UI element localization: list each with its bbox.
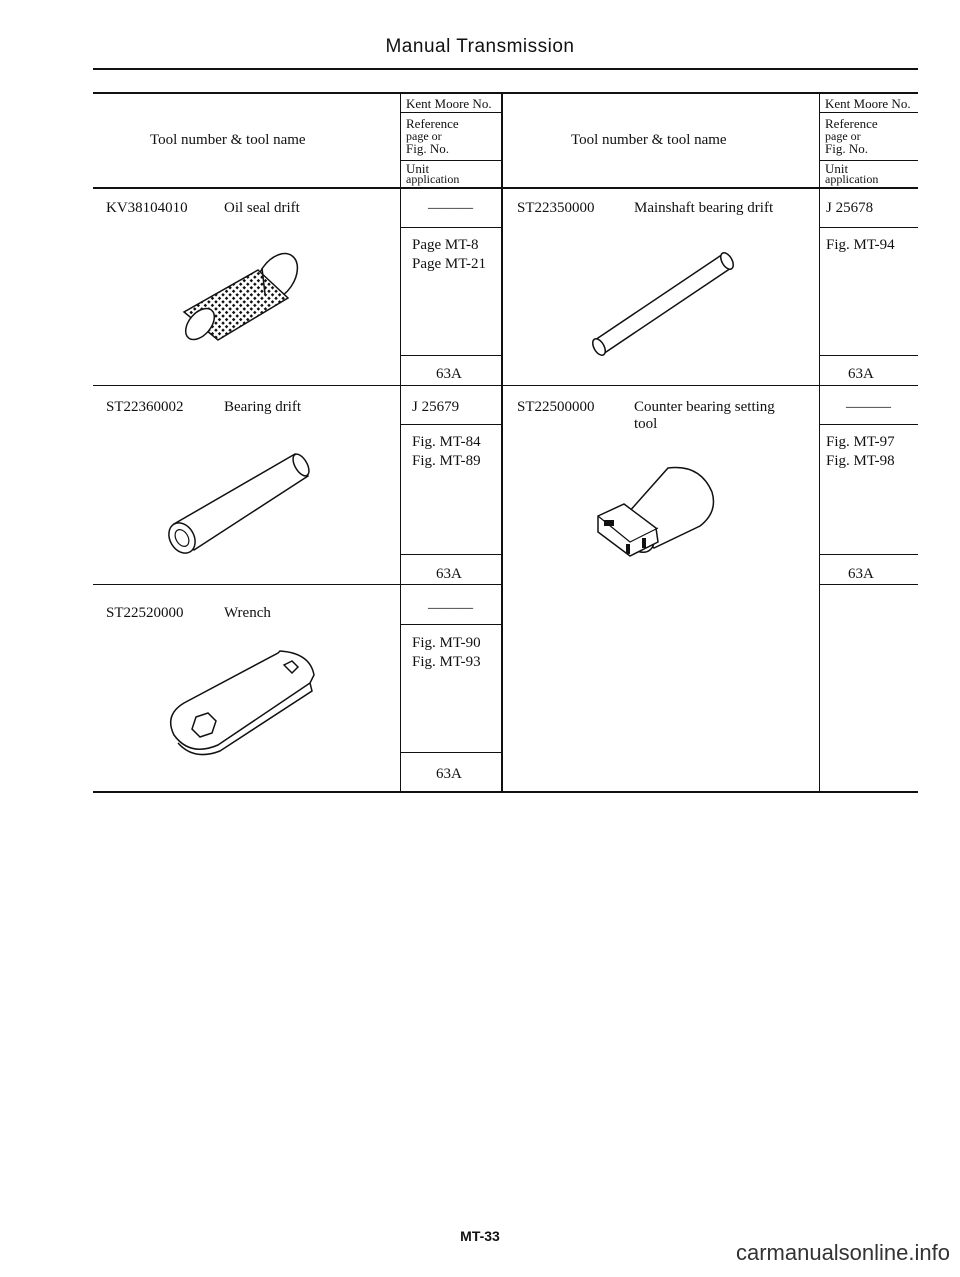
col-divider-right-ref [819, 92, 820, 792]
col-divider-left-ref [400, 92, 401, 792]
reference-page: Fig. MT-98 [826, 453, 895, 469]
reference-page: Fig. MT-84 [412, 434, 481, 450]
header-subrule [400, 112, 502, 113]
fig-no-header-right: Fig. No. [825, 141, 868, 156]
tool-name: Bearing drift [224, 399, 302, 415]
tool-number: ST22500000 [517, 399, 595, 415]
col-divider-center [501, 92, 503, 792]
unit-header-right: Unit [825, 161, 849, 176]
tool-number-name-header: Tool number & tool name [150, 132, 306, 148]
kent-moore-no: ——— [846, 399, 891, 415]
tool-name: Mainshaft bearing drift [634, 200, 774, 216]
page-title: Manual Transmission [385, 36, 575, 57]
page-number: MT-33 [460, 1228, 500, 1244]
kent-moore-header-right: Kent Moore No. [825, 96, 911, 111]
cell-subrule [400, 227, 502, 228]
application-header-right: application [825, 172, 879, 186]
header-bottom-rule [93, 187, 918, 189]
title-rule [93, 68, 918, 70]
reference-page: Fig. MT-90 [412, 635, 481, 651]
tool-number: ST22360002 [106, 399, 184, 415]
cell-subrule [400, 554, 502, 555]
unit-application: 63A [848, 366, 874, 382]
reference-header: Reference [406, 116, 459, 131]
kent-moore-no: J 25678 [826, 200, 874, 216]
tool-name: Counter bearing setting [634, 399, 775, 415]
watermark: carmanualsonline.info [735, 1240, 950, 1265]
cell-subrule [400, 424, 502, 425]
cell-subrule [819, 355, 918, 356]
cell-subrule [819, 227, 918, 228]
row1-bottom-rule [93, 385, 918, 386]
kent-moore-header: Kent Moore No. [406, 96, 492, 111]
tool-name: Oil seal drift [224, 200, 300, 216]
unit-application: 63A [436, 566, 462, 582]
header-subrule [819, 112, 918, 113]
wrench-icon [160, 645, 320, 755]
tool-number: ST22350000 [517, 200, 595, 216]
page-or-header-right: page or [825, 129, 861, 143]
cell-subrule [400, 355, 502, 356]
page-or-header: page or [406, 129, 442, 143]
reference-page: Fig. MT-89 [412, 453, 481, 469]
oil-seal-drift-icon [170, 240, 320, 350]
bearing-drift-icon [160, 450, 310, 560]
unit-application: 63A [848, 566, 874, 582]
cell-subrule [400, 624, 502, 625]
kent-moore-no: ——— [428, 200, 473, 216]
reference-page: Page MT-21 [412, 256, 487, 272]
row2-bottom-rule-left [93, 584, 501, 585]
cell-subrule [819, 424, 918, 425]
fig-no-header: Fig. No. [406, 141, 449, 156]
row2-bottom-rule-right [820, 584, 918, 585]
reference-page: Fig. MT-93 [412, 654, 481, 670]
reference-page: Fig. MT-94 [826, 237, 895, 253]
unit-application: 63A [436, 366, 462, 382]
counter-bearing-setting-tool-icon [590, 462, 720, 557]
mainshaft-bearing-drift-icon [585, 250, 745, 360]
unit-application: 63A [436, 766, 462, 782]
reference-header-right: Reference [825, 116, 878, 131]
unit-header: Unit [406, 161, 430, 176]
table-bottom-rule [93, 791, 918, 793]
tool-number: ST22520000 [106, 605, 184, 621]
cell-subrule [819, 554, 918, 555]
reference-page: Fig. MT-97 [826, 434, 895, 450]
cell-subrule [400, 752, 502, 753]
tool-number: KV38104010 [106, 200, 188, 216]
table-top-rule [93, 92, 918, 94]
kent-moore-no: ——— [428, 600, 473, 616]
application-header: application [406, 172, 460, 186]
reference-page: Page MT-8 [412, 237, 479, 253]
kent-moore-no: J 25679 [412, 399, 460, 415]
tool-name-line-2: tool [634, 416, 658, 432]
tool-name: Wrench [224, 605, 271, 621]
tool-number-name-header-right: Tool number & tool name [571, 132, 727, 148]
